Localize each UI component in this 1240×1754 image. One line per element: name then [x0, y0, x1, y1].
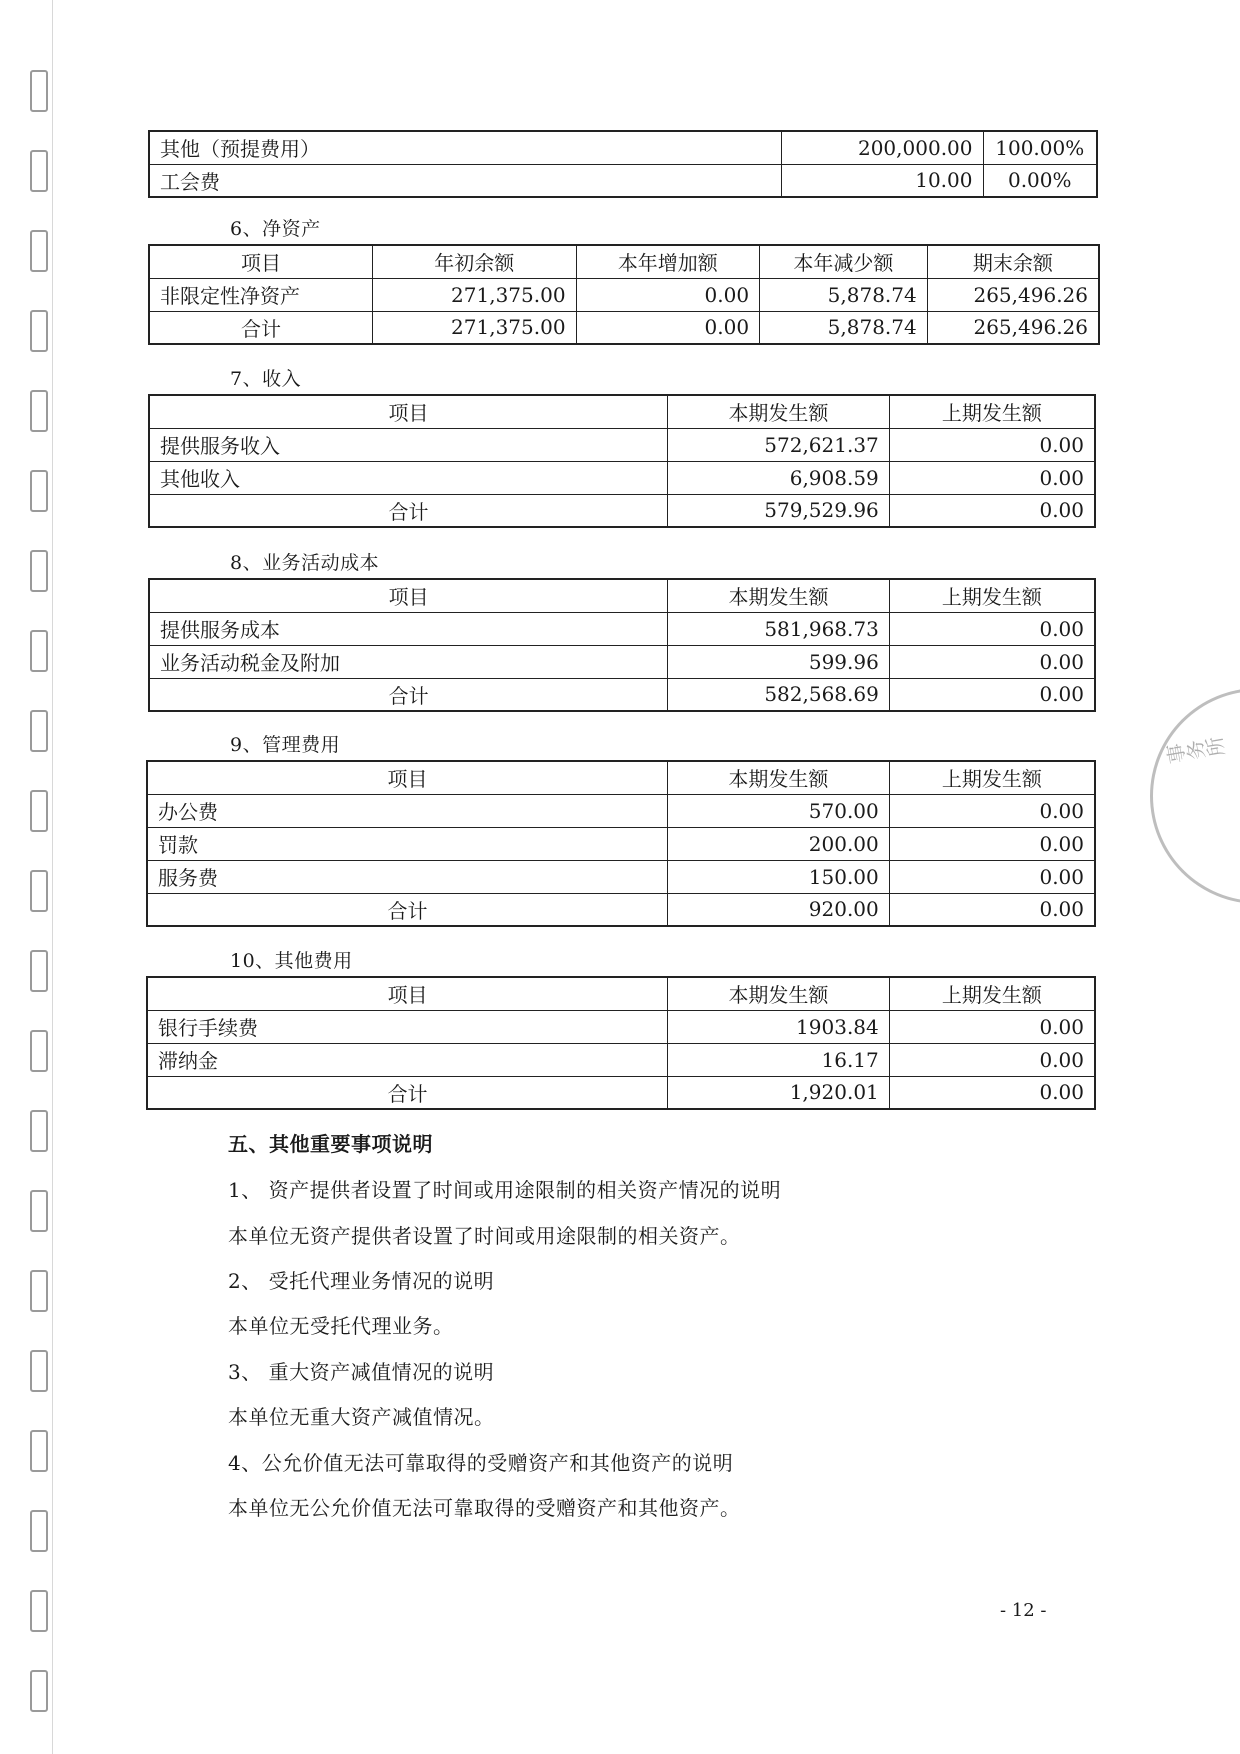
cell-item: 办公费 — [147, 794, 668, 827]
cell-prior: 0.00 — [889, 794, 1095, 827]
cell-item: 罚款 — [147, 827, 668, 860]
cell-prior: 0.00 — [889, 678, 1095, 711]
table-row — [149, 612, 1095, 645]
table-row — [149, 278, 1099, 311]
cell-current: 599.96 — [668, 645, 890, 678]
cell-current: 16.17 — [668, 1043, 890, 1076]
table-total-row — [147, 1076, 1095, 1109]
table-header-row — [147, 977, 1095, 1010]
section-title-net-assets: 6、净资产 — [230, 218, 321, 240]
binding-hole — [30, 390, 48, 432]
cell-item: 合计 — [149, 494, 668, 527]
binding-hole — [30, 550, 48, 592]
cell-end: 265,496.26 — [927, 311, 1099, 344]
section-title-other-expense: 10、其他费用 — [230, 950, 353, 972]
cell-current: 1903.84 — [668, 1010, 890, 1043]
cell-increase: 0.00 — [576, 278, 760, 311]
binding-hole — [30, 1270, 48, 1312]
cell-amount: 200,000.00 — [781, 131, 983, 164]
binding-hole — [30, 470, 48, 512]
cell-decrease: 5,878.74 — [760, 311, 928, 344]
net-assets-table — [148, 244, 1100, 345]
cell-item: 非限定性净资产 — [149, 278, 373, 311]
binding-hole — [30, 790, 48, 832]
cell-amount: 10.00 — [781, 164, 983, 197]
table-row — [149, 645, 1095, 678]
cell-item: 业务活动税金及附加 — [149, 645, 668, 678]
table-header-row — [147, 761, 1095, 794]
cell-prior: 0.00 — [889, 893, 1095, 926]
binding-hole — [30, 870, 48, 912]
admin-expense-table — [146, 760, 1096, 927]
note-body: 本单位无重大资产减值情况。 — [228, 1405, 495, 1429]
cell-item: 服务费 — [147, 860, 668, 893]
cell-prior: 0.00 — [889, 1076, 1095, 1109]
seal-stamp-text: 事务所 — [1163, 734, 1228, 769]
cell-item: 合计 — [147, 893, 668, 926]
binding-hole — [30, 310, 48, 352]
cell-ratio: 100.00% — [983, 131, 1097, 164]
binding-hole — [30, 1350, 48, 1392]
table-row — [149, 428, 1095, 461]
cell-prior: 0.00 — [889, 1043, 1095, 1076]
header-cell: 项目 — [147, 977, 668, 1010]
cell-item: 其他（预提费用） — [149, 131, 781, 164]
header-cell: 本期发生额 — [668, 761, 890, 794]
note-title: 1、 资产提供者设置了时间或用途限制的相关资产情况的说明 — [228, 1178, 782, 1202]
table-header-row — [149, 245, 1099, 278]
cell-prior: 0.00 — [889, 428, 1095, 461]
cell-current: 6,908.59 — [668, 461, 890, 494]
header-cell: 本年减少额 — [760, 245, 928, 278]
income-table — [148, 394, 1096, 528]
table-row — [147, 794, 1095, 827]
section-title-business-cost: 8、业务活动成本 — [230, 552, 380, 574]
header-cell: 项目 — [147, 761, 668, 794]
table-total-row — [149, 678, 1095, 711]
note-body: 本单位无受托代理业务。 — [228, 1314, 454, 1338]
cell-item: 滞纳金 — [147, 1043, 668, 1076]
table-row — [147, 827, 1095, 860]
cell-prior: 0.00 — [889, 1010, 1095, 1043]
header-cell: 上期发生额 — [889, 761, 1095, 794]
binding-hole — [30, 1430, 48, 1472]
cell-begin: 271,375.00 — [373, 278, 577, 311]
table-total-row — [149, 311, 1099, 344]
binding-edge — [0, 0, 70, 1754]
binding-hole — [30, 230, 48, 272]
table-row — [149, 164, 1097, 197]
cell-ratio: 0.00% — [983, 164, 1097, 197]
table-row — [149, 461, 1095, 494]
header-cell: 本期发生额 — [668, 395, 890, 428]
note-title: 4、公允价值无法可靠取得的受赠资产和其他资产的说明 — [228, 1451, 734, 1475]
header-cell: 本期发生额 — [668, 977, 890, 1010]
cell-item: 合计 — [149, 311, 373, 344]
cell-decrease: 5,878.74 — [760, 278, 928, 311]
cell-item: 合计 — [147, 1076, 668, 1109]
cell-increase: 0.00 — [576, 311, 760, 344]
binding-hole — [30, 1590, 48, 1632]
header-cell: 期末余额 — [927, 245, 1099, 278]
cell-prior: 0.00 — [889, 645, 1095, 678]
binding-hole — [30, 1510, 48, 1552]
binding-rule — [52, 0, 53, 1754]
cell-current: 570.00 — [668, 794, 890, 827]
cell-prior: 0.00 — [889, 827, 1095, 860]
cell-item: 工会费 — [149, 164, 781, 197]
note-title: 3、 重大资产减值情况的说明 — [228, 1360, 495, 1384]
binding-hole — [30, 70, 48, 112]
cell-item: 合计 — [149, 678, 668, 711]
header-cell: 上期发生额 — [889, 977, 1095, 1010]
header-cell: 项目 — [149, 245, 373, 278]
cell-current: 582,568.69 — [668, 678, 890, 711]
note-body: 本单位无资产提供者设置了时间或用途限制的相关资产。 — [228, 1224, 741, 1248]
header-cell: 项目 — [149, 579, 668, 612]
cell-current: 200.00 — [668, 827, 890, 860]
header-cell: 年初余额 — [373, 245, 577, 278]
cell-current: 920.00 — [668, 893, 890, 926]
binding-hole — [30, 1110, 48, 1152]
header-cell: 上期发生额 — [889, 395, 1095, 428]
page-number: - 12 - — [1000, 1600, 1047, 1621]
table-row — [147, 1043, 1095, 1076]
table-row — [147, 860, 1095, 893]
note-title: 2、 受托代理业务情况的说明 — [228, 1269, 495, 1293]
table-header-row — [149, 579, 1095, 612]
binding-hole — [30, 1670, 48, 1712]
binding-hole — [30, 150, 48, 192]
expense-tail-table — [148, 130, 1098, 198]
table-row — [149, 131, 1097, 164]
cell-prior: 0.00 — [889, 612, 1095, 645]
header-cell: 本期发生额 — [668, 579, 890, 612]
cell-current: 572,621.37 — [668, 428, 890, 461]
header-cell: 本年增加额 — [576, 245, 760, 278]
cell-current: 150.00 — [668, 860, 890, 893]
table-total-row — [147, 893, 1095, 926]
table-row — [147, 1010, 1095, 1043]
business-cost-table — [148, 578, 1096, 712]
binding-hole — [30, 710, 48, 752]
cell-item: 提供服务收入 — [149, 428, 668, 461]
binding-hole — [30, 1030, 48, 1072]
cell-item: 其他收入 — [149, 461, 668, 494]
cell-prior: 0.00 — [889, 494, 1095, 527]
cell-item: 提供服务成本 — [149, 612, 668, 645]
other-expense-table — [146, 976, 1096, 1110]
cell-prior: 0.00 — [889, 461, 1095, 494]
note-body: 本单位无公允价值无法可靠取得的受赠资产和其他资产。 — [228, 1496, 741, 1520]
cell-item: 银行手续费 — [147, 1010, 668, 1043]
table-total-row — [149, 494, 1095, 527]
notes-heading: 五、其他重要事项说明 — [228, 1132, 433, 1156]
cell-end: 265,496.26 — [927, 278, 1099, 311]
cell-begin: 271,375.00 — [373, 311, 577, 344]
binding-hole — [30, 1190, 48, 1232]
section-title-income: 7、收入 — [230, 368, 302, 390]
binding-hole — [30, 950, 48, 992]
cell-prior: 0.00 — [889, 860, 1095, 893]
header-cell: 项目 — [149, 395, 668, 428]
header-cell: 上期发生额 — [889, 579, 1095, 612]
section-title-admin-expense: 9、管理费用 — [230, 734, 341, 756]
cell-current: 581,968.73 — [668, 612, 890, 645]
seal-stamp — [1150, 688, 1240, 904]
binding-hole — [30, 630, 48, 672]
cell-current: 579,529.96 — [668, 494, 890, 527]
cell-current: 1,920.01 — [668, 1076, 890, 1109]
table-header-row — [149, 395, 1095, 428]
